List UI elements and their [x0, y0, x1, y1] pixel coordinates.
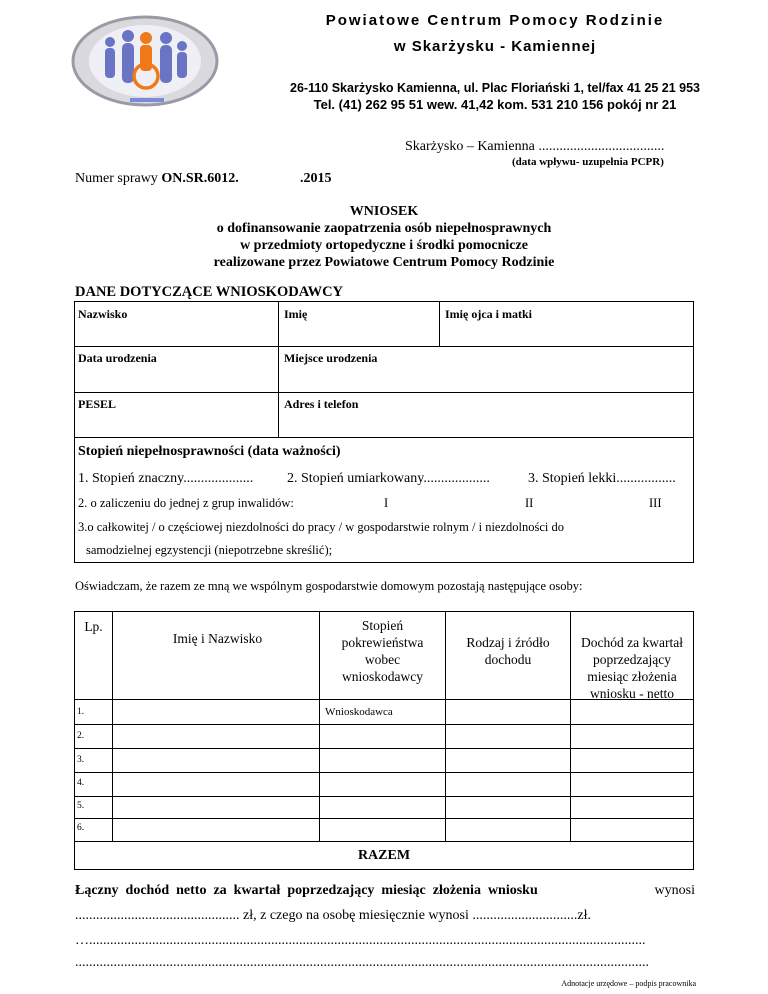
row-number: 6.	[77, 823, 85, 833]
row-number: 2.	[77, 731, 85, 741]
notes-line-2[interactable]: ....................................................................................................................................................................	[75, 955, 649, 970]
address-phone-field[interactable]: Adres i telefon	[284, 397, 359, 411]
income-summary-bold: Łączny dochód netto za kwartał poprzedzający miesiąc złożenia wniosku	[75, 883, 538, 898]
disability-heading: Stopień niepełnosprawności (data ważności)	[78, 444, 341, 459]
notes-line-1[interactable]: …...............................................................................................................................................................	[75, 933, 646, 948]
income-summary-wynosi: wynosi	[654, 883, 695, 898]
total-label: RAZEM	[357, 848, 411, 863]
parents-names-field[interactable]: Imię ojca i matki	[445, 307, 532, 321]
disability-group-2[interactable]: II	[525, 496, 534, 510]
income-summary-line-1	[75, 883, 695, 899]
col-income-source-header: Rodzaj i źródło dochodu	[466, 635, 550, 667]
surname-field[interactable]: Nazwisko	[78, 307, 128, 321]
title-line-4: realizowane przez Powiatowe Centrum Pomocy Rodzinie	[213, 255, 555, 270]
case-number	[75, 171, 239, 187]
disability-group-3[interactable]: III	[649, 496, 662, 510]
title-line-1: WNIOSEK	[349, 204, 419, 219]
applicant-table	[74, 301, 694, 438]
col-income-header: Dochód za kwartał poprzedzający miesiąc złożenia wniosku - netto	[581, 635, 683, 701]
first-name-field[interactable]: Imię	[284, 307, 308, 321]
col-relation-header: Stopień pokrewieństwa wobec wnioskodawcy	[341, 618, 424, 684]
row-number: 4.	[77, 778, 85, 788]
birth-date-field[interactable]: Data urodzenia	[78, 351, 157, 365]
pesel-field[interactable]: PESEL	[78, 397, 117, 411]
disability-mild-option[interactable]: 3. Stopień lekki.................	[528, 471, 676, 486]
row-number: 1.	[77, 707, 85, 717]
birth-place-field[interactable]: Miejsce urodzenia	[284, 351, 378, 365]
household-table	[74, 611, 694, 870]
applicant-section-title: DANE DOTYCZĄCE WNIOSKODAWCY	[75, 284, 344, 300]
disability-box	[74, 437, 694, 563]
disability-group-1[interactable]: I	[384, 496, 389, 510]
org-city: w Skarżysku - Kamiennej	[393, 38, 597, 55]
household-declaration: Oświadczam, że razem ze mną we wspólnym gospodarstwie domowym pozostają następujące osoby:	[75, 579, 583, 593]
incapacity-line-2: samodzielnej egzystencji (niepotrzebne skreślić);	[86, 543, 333, 557]
disability-significant-option[interactable]: 1. Stopień znaczny....................	[78, 471, 254, 486]
incapacity-line-1: 3.o całkowitej / o częściowej niezdolności do pracy / w gospodarstwie rolnym / i niezdolności do	[78, 520, 564, 534]
disability-group-label: 2. o zaliczeniu do jednej z grup inwalidów:	[78, 496, 294, 510]
row-number: 3.	[77, 755, 85, 765]
document-title	[76, 203, 692, 271]
title-line-3: w przedmioty ortopedyczne i środki pomocnicze	[240, 238, 528, 253]
applicant-row-label: Wnioskodawca	[325, 706, 393, 718]
case-number-year: .2015	[300, 171, 332, 186]
org-phone: Tel. (41) 262 95 51 wew. 41,42 kom. 531 210 156 pokój nr 21	[313, 97, 677, 112]
col-lp-header: Lp.	[84, 619, 103, 634]
official-notes-caption: Adnotacje urzędowe – podpis pracownika	[561, 979, 696, 988]
case-number-code: ON.SR.6012.	[161, 171, 239, 186]
income-summary-line-2[interactable]: ............................................... zł, z czego na osobę miesięcznie wynosi ..............................zł.	[75, 908, 591, 923]
disability-moderate-option[interactable]: 2. Stopień umiarkowany...................	[287, 471, 490, 486]
row-number: 5.	[77, 801, 85, 811]
org-name: Powiatowe Centrum Pomocy Rodzinie	[325, 12, 665, 29]
title-line-2: o dofinansowanie zaopatrzenia osób niepełnosprawnych	[216, 221, 552, 236]
case-number-label: Numer sprawy	[75, 171, 158, 186]
org-address: 26-110 Skarżysko Kamienna, ul. Plac Floriański 1, tel/fax 41 25 21 953	[290, 81, 700, 95]
organization-logo	[70, 14, 220, 108]
col-name-header: Imię i Nazwisko	[172, 631, 263, 646]
place-date-field: Skarżysko – Kamienna ....................................	[405, 139, 665, 154]
place-date-note: (data wpływu- uzupełnia PCPR)	[512, 156, 664, 168]
